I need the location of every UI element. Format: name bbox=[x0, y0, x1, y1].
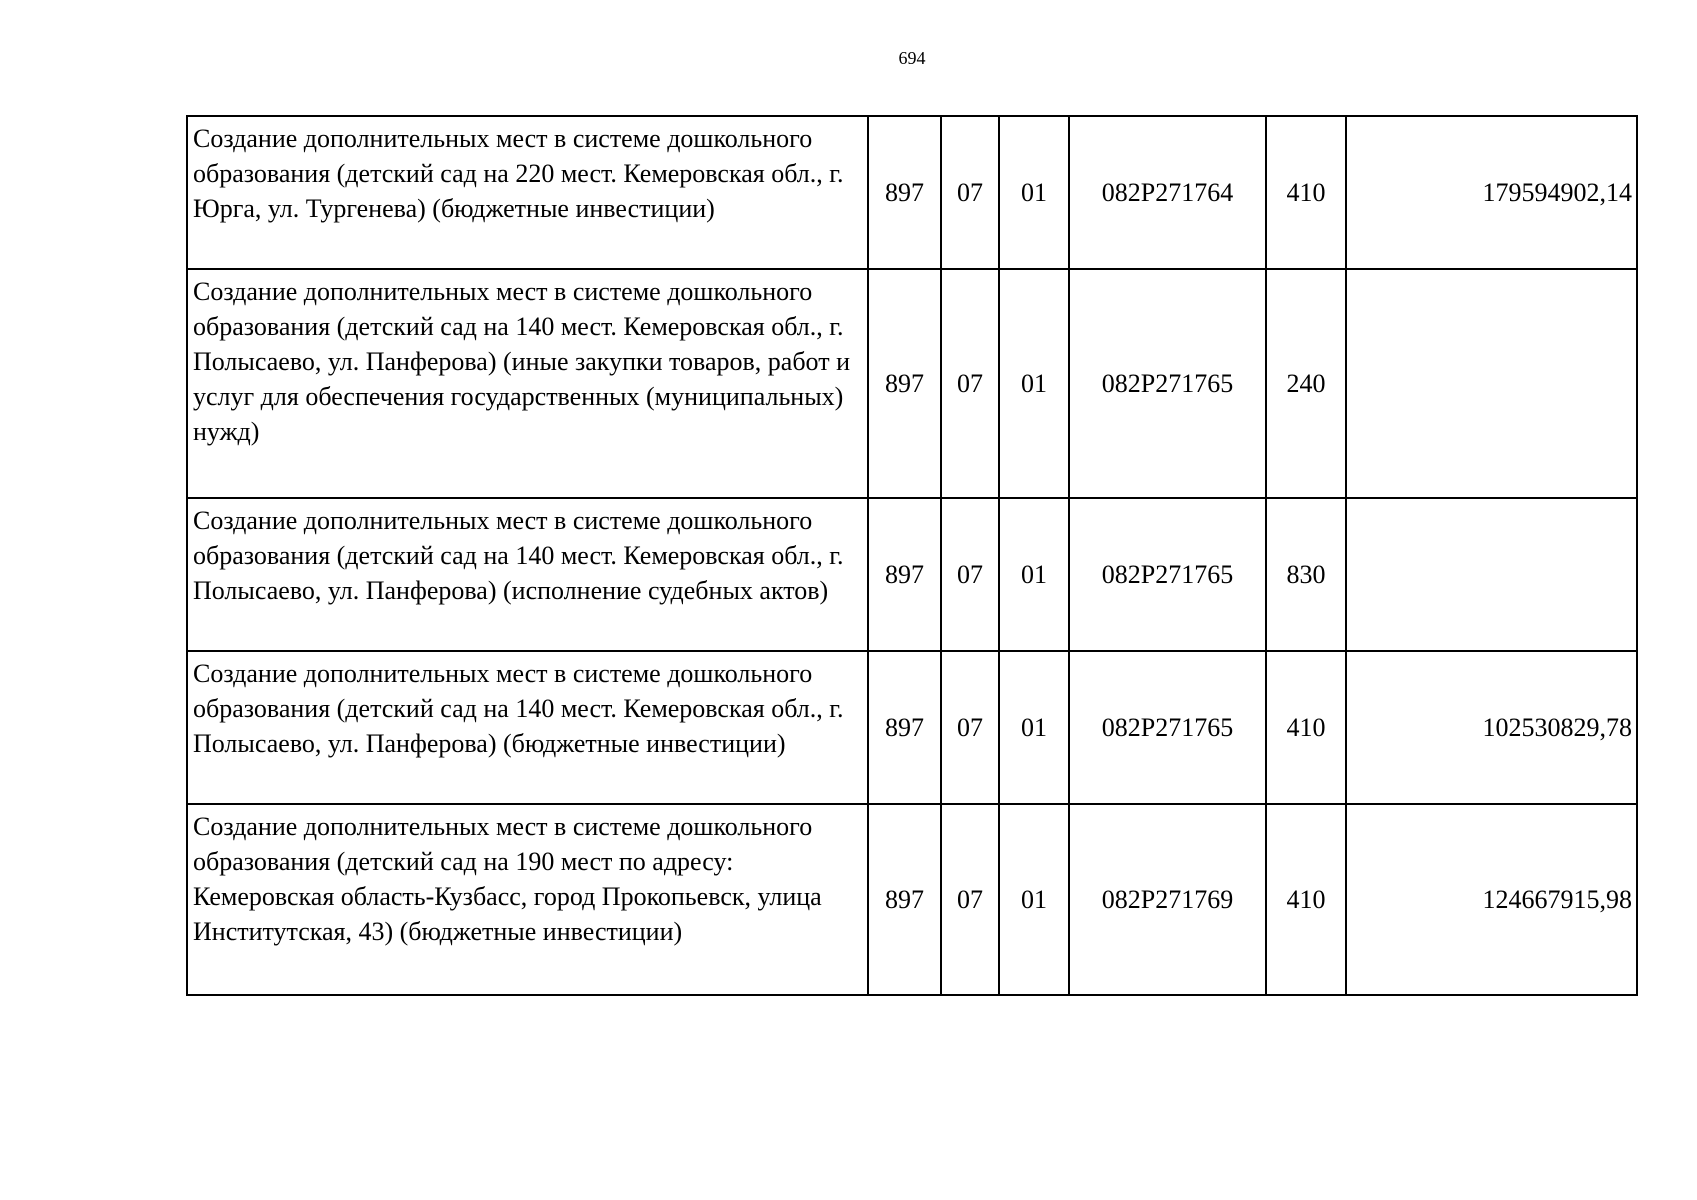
target-article-code: 082P271765 bbox=[1069, 651, 1266, 804]
section-code: 07 bbox=[941, 116, 999, 269]
table-row bbox=[187, 269, 1637, 498]
budget-table bbox=[186, 115, 1638, 996]
subsection-code: 01 bbox=[999, 651, 1069, 804]
section-code: 07 bbox=[941, 498, 999, 651]
table-row bbox=[187, 804, 1637, 995]
expense-type-code: 410 bbox=[1266, 651, 1346, 804]
ministry-code: 897 bbox=[868, 651, 941, 804]
expense-type-code: 240 bbox=[1266, 269, 1346, 498]
amount-value: 124667915,98 bbox=[1346, 804, 1637, 995]
row-description: Создание дополнительных мест в системе дошкольного образования (детский сад на 140 мест. Кемеровская обл., г. Полысаево, ул. Панферова) (исполнение судебных актов) bbox=[187, 498, 868, 651]
table-row bbox=[187, 498, 1637, 651]
amount-value: 102530829,78 bbox=[1346, 651, 1637, 804]
subsection-code: 01 bbox=[999, 498, 1069, 651]
row-description: Создание дополнительных мест в системе дошкольного образования (детский сад на 140 мест. Кемеровская обл., г. Полысаево, ул. Панферова) (бюджетные инвестиции) bbox=[187, 651, 868, 804]
target-article-code: 082P271764 bbox=[1069, 116, 1266, 269]
row-description: Создание дополнительных мест в системе дошкольного образования (детский сад на 190 мест по адресу: Кемеровская область-Кузбасс, город Прокопьевск, улица Институтская, 43) (бюджетные инвестиции) bbox=[187, 804, 868, 995]
ministry-code: 897 bbox=[868, 498, 941, 651]
amount-value bbox=[1346, 269, 1637, 498]
subsection-code: 01 bbox=[999, 116, 1069, 269]
ministry-code: 897 bbox=[868, 269, 941, 498]
section-code: 07 bbox=[941, 269, 999, 498]
row-description: Создание дополнительных мест в системе дошкольного образования (детский сад на 140 мест. Кемеровская обл., г. Полысаево, ул. Панферова) (иные закупки товаров, работ и услуг для обеспечения государственных (муниципальных) нужд) bbox=[187, 269, 868, 498]
expense-type-code: 830 bbox=[1266, 498, 1346, 651]
expense-type-code: 410 bbox=[1266, 804, 1346, 995]
target-article-code: 082P271765 bbox=[1069, 269, 1266, 498]
ministry-code: 897 bbox=[868, 116, 941, 269]
table-row bbox=[187, 651, 1637, 804]
subsection-code: 01 bbox=[999, 269, 1069, 498]
subsection-code: 01 bbox=[999, 804, 1069, 995]
row-description: Создание дополнительных мест в системе дошкольного образования (детский сад на 220 мест. Кемеровская обл., г. Юрга, ул. Тургенева) (бюджетные инвестиции) bbox=[187, 116, 868, 269]
section-code: 07 bbox=[941, 651, 999, 804]
amount-value: 179594902,14 bbox=[1346, 116, 1637, 269]
page-number: 694 bbox=[898, 48, 926, 68]
amount-value bbox=[1346, 498, 1637, 651]
table-row bbox=[187, 116, 1637, 269]
target-article-code: 082P271765 bbox=[1069, 498, 1266, 651]
expense-type-code: 410 bbox=[1266, 116, 1346, 269]
ministry-code: 897 bbox=[868, 804, 941, 995]
section-code: 07 bbox=[941, 804, 999, 995]
target-article-code: 082P271769 bbox=[1069, 804, 1266, 995]
